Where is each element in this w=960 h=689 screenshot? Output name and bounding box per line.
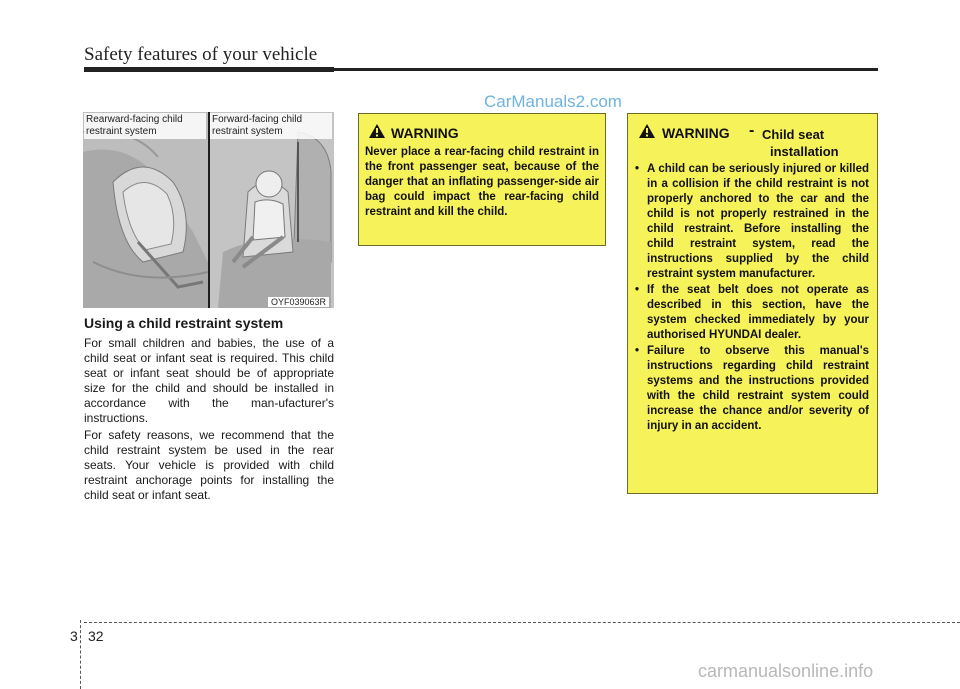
warning-subtitle-line1: Child seat — [762, 127, 825, 142]
warning-list-item: • A child can be seriously injured or killed in a collision if the child restraint is not properly anchored to the car and the child is not properly restrained in the child restraint. Before installing the child restraint system, read the instructions supplied by the child restraint system manufacturer. — [633, 162, 869, 282]
paragraph-1: For small children and babies, the use of a child seat or infant seat is required. This child seat or infant seat should be of appropriate size for the child and should be installed in accordance with the man-ufacturer's instructions. — [84, 336, 334, 425]
watermark-bottom[interactable]: carmanualsonline.info — [698, 661, 874, 681]
section-heading: Using a child restraint system — [84, 315, 284, 331]
page-header-title: Safety features of your vehicle — [84, 44, 318, 65]
warning-title-separator: - — [749, 122, 755, 139]
warning-list — [633, 162, 869, 434]
watermark-top[interactable]: CarManuals2.com — [484, 92, 622, 111]
footer-vertical-rule — [80, 620, 81, 689]
figure-code: OYF039063R — [268, 297, 329, 307]
warning-body: Never place a rear-facing child restraint in the front passenger seat, because of the danger that an inflating passenger-side air bag could impact the rear-facing child restraint and kill the child. — [365, 146, 599, 218]
warning-subtitle-line2: installation — [770, 144, 839, 159]
page-number: 32 — [88, 628, 104, 644]
header-rule-accent — [84, 67, 334, 72]
warning-title: WARNING — [391, 125, 459, 141]
figure-divider — [208, 112, 210, 308]
footer-rule — [84, 622, 960, 623]
paragraph-2: For safety reasons, we recommend that the child restraint system be used in the rear seats. Your vehicle is provided with child restraint anchorage points for installing the child seat or infant seat. — [84, 428, 334, 502]
warning-triangle-icon — [368, 123, 386, 139]
caption-rearward-facing: Rearward-facing child restraint system — [84, 113, 206, 139]
warning-list-container — [633, 162, 869, 435]
warning-triangle-icon — [638, 123, 656, 139]
warning-list-item: • If the seat belt does not operate as described in this section, have the system checked immediately by your authorised HYUNDAI dealer. — [633, 283, 869, 343]
caption-forward-facing: Forward-facing child restraint system — [210, 113, 332, 139]
chapter-number: 3 — [70, 628, 78, 644]
warning-list-item: • Failure to observe this manual's instructions regarding child restraint systems and the instructions provided with the child restraint system could increase the chance and/or severity of injury in an accident. — [633, 344, 869, 434]
warning-title: WARNING — [662, 125, 730, 141]
warning-box-air-bag — [358, 113, 606, 246]
warning-box-child-seat-installation — [627, 113, 878, 494]
